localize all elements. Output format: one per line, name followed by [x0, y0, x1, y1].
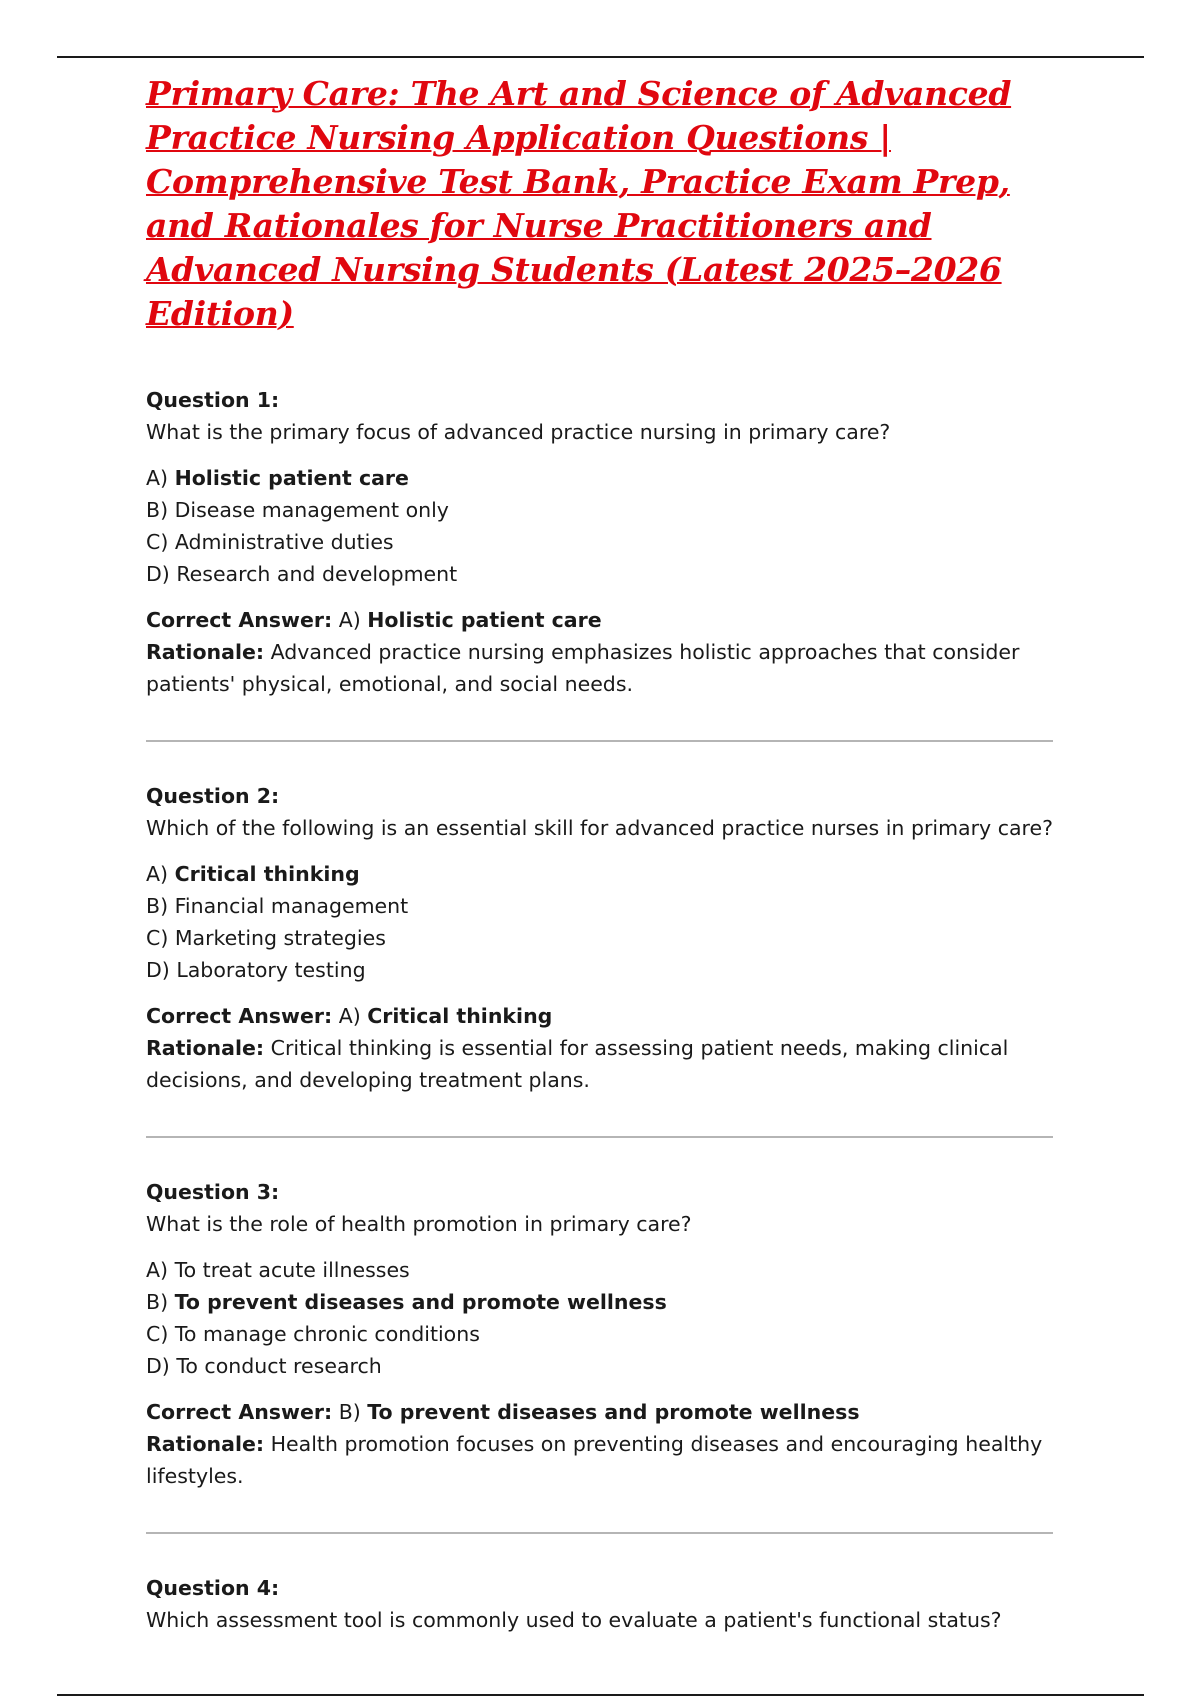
option-text: To manage chronic conditions	[174, 1322, 480, 1346]
answer-letter: B)	[338, 1400, 361, 1424]
top-rule	[57, 56, 1144, 58]
option-text: To treat acute illnesses	[174, 1258, 410, 1282]
option-letter: C)	[146, 1322, 169, 1346]
option-list	[146, 858, 1066, 986]
answer-text: Critical thinking	[367, 1004, 553, 1028]
option-letter: D)	[146, 958, 170, 982]
question-block	[146, 1176, 1066, 1492]
option-letter: A)	[146, 1258, 169, 1282]
answer-letter: A)	[338, 608, 361, 632]
rationale-text: Advanced practice nursing emphasizes holistic approaches that consider patients' physical, emotional, and social needs.	[146, 640, 1020, 696]
rationale-label: Rationale:	[146, 1036, 265, 1060]
rationale-text: Health promotion focuses on preventing diseases and encouraging healthy lifestyles.	[146, 1432, 1043, 1488]
correct-answer-label: Correct Answer:	[146, 1004, 333, 1028]
option-c	[146, 922, 1066, 954]
question-text: Which of the following is an essential skill for advanced practice nurses in primary care?	[146, 816, 1053, 840]
question-block	[146, 1572, 1066, 1636]
question-block	[146, 384, 1066, 700]
option-c	[146, 526, 1066, 558]
option-letter: A)	[146, 862, 169, 886]
option-text: Marketing strategies	[174, 926, 386, 950]
option-d	[146, 558, 1066, 590]
option-list	[146, 462, 1066, 590]
option-text: Financial management	[174, 894, 409, 918]
rationale-label: Rationale:	[146, 640, 265, 664]
option-text: Laboratory testing	[176, 958, 366, 982]
option-b	[146, 890, 1066, 922]
rationale	[146, 1032, 1066, 1096]
option-d	[146, 1350, 1066, 1382]
correct-answer	[146, 1000, 1066, 1032]
divider	[146, 740, 1053, 742]
document-body	[146, 72, 1066, 1650]
option-a	[146, 858, 1066, 890]
option-letter: D)	[146, 562, 170, 586]
rationale	[146, 636, 1066, 700]
correct-answer-label: Correct Answer:	[146, 1400, 333, 1424]
question-text: Which assessment tool is commonly used to evaluate a patient's functional status?	[146, 1608, 1002, 1632]
question-text: What is the primary focus of advanced practice nursing in primary care?	[146, 420, 891, 444]
option-d	[146, 954, 1066, 986]
rationale-text: Critical thinking is essential for assessing patient needs, making clinical decisions, and developing treatment plans.	[146, 1036, 1009, 1092]
option-letter: B)	[146, 498, 169, 522]
option-c	[146, 1318, 1066, 1350]
option-text: Administrative duties	[174, 530, 394, 554]
option-letter: B)	[146, 894, 169, 918]
option-letter: D)	[146, 1354, 170, 1378]
document-title: Primary Care: The Art and Science of Advanced Practice Nursing Application Questions | Comprehensive Test Bank, Practice Exam Prep, and Rationales for Nurse Practitioners and Advanced Nursing Students (Latest 2025–2026 Edition)	[146, 74, 1012, 333]
correct-answer	[146, 604, 1066, 636]
divider	[146, 1532, 1053, 1534]
correct-answer	[146, 1396, 1066, 1428]
option-letter: C)	[146, 530, 169, 554]
option-letter: A)	[146, 466, 169, 490]
option-a	[146, 1254, 1066, 1286]
correct-answer-label: Correct Answer:	[146, 608, 333, 632]
option-text: Research and development	[176, 562, 458, 586]
option-text: Critical thinking	[174, 862, 360, 886]
bottom-rule	[57, 1694, 1144, 1696]
answer-text: Holistic patient care	[367, 608, 602, 632]
question-block	[146, 780, 1066, 1096]
answer-letter: A)	[338, 1004, 361, 1028]
rationale-label: Rationale:	[146, 1432, 265, 1456]
option-a	[146, 462, 1066, 494]
option-text: Disease management only	[174, 498, 449, 522]
divider	[146, 1136, 1053, 1138]
question-label: Question 4:	[146, 1576, 280, 1600]
rationale	[146, 1428, 1066, 1492]
question-text: What is the role of health promotion in primary care?	[146, 1212, 692, 1236]
option-list	[146, 1254, 1066, 1382]
question-label: Question 2:	[146, 784, 280, 808]
question-label: Question 3:	[146, 1180, 280, 1204]
option-letter: B)	[146, 1290, 169, 1314]
option-b	[146, 1286, 1066, 1318]
option-letter: C)	[146, 926, 169, 950]
option-text: To conduct research	[176, 1354, 382, 1378]
question-label: Question 1:	[146, 388, 280, 412]
option-b	[146, 494, 1066, 526]
option-text: To prevent diseases and promote wellness	[174, 1290, 667, 1314]
option-text: Holistic patient care	[174, 466, 409, 490]
answer-text: To prevent diseases and promote wellness	[367, 1400, 860, 1424]
